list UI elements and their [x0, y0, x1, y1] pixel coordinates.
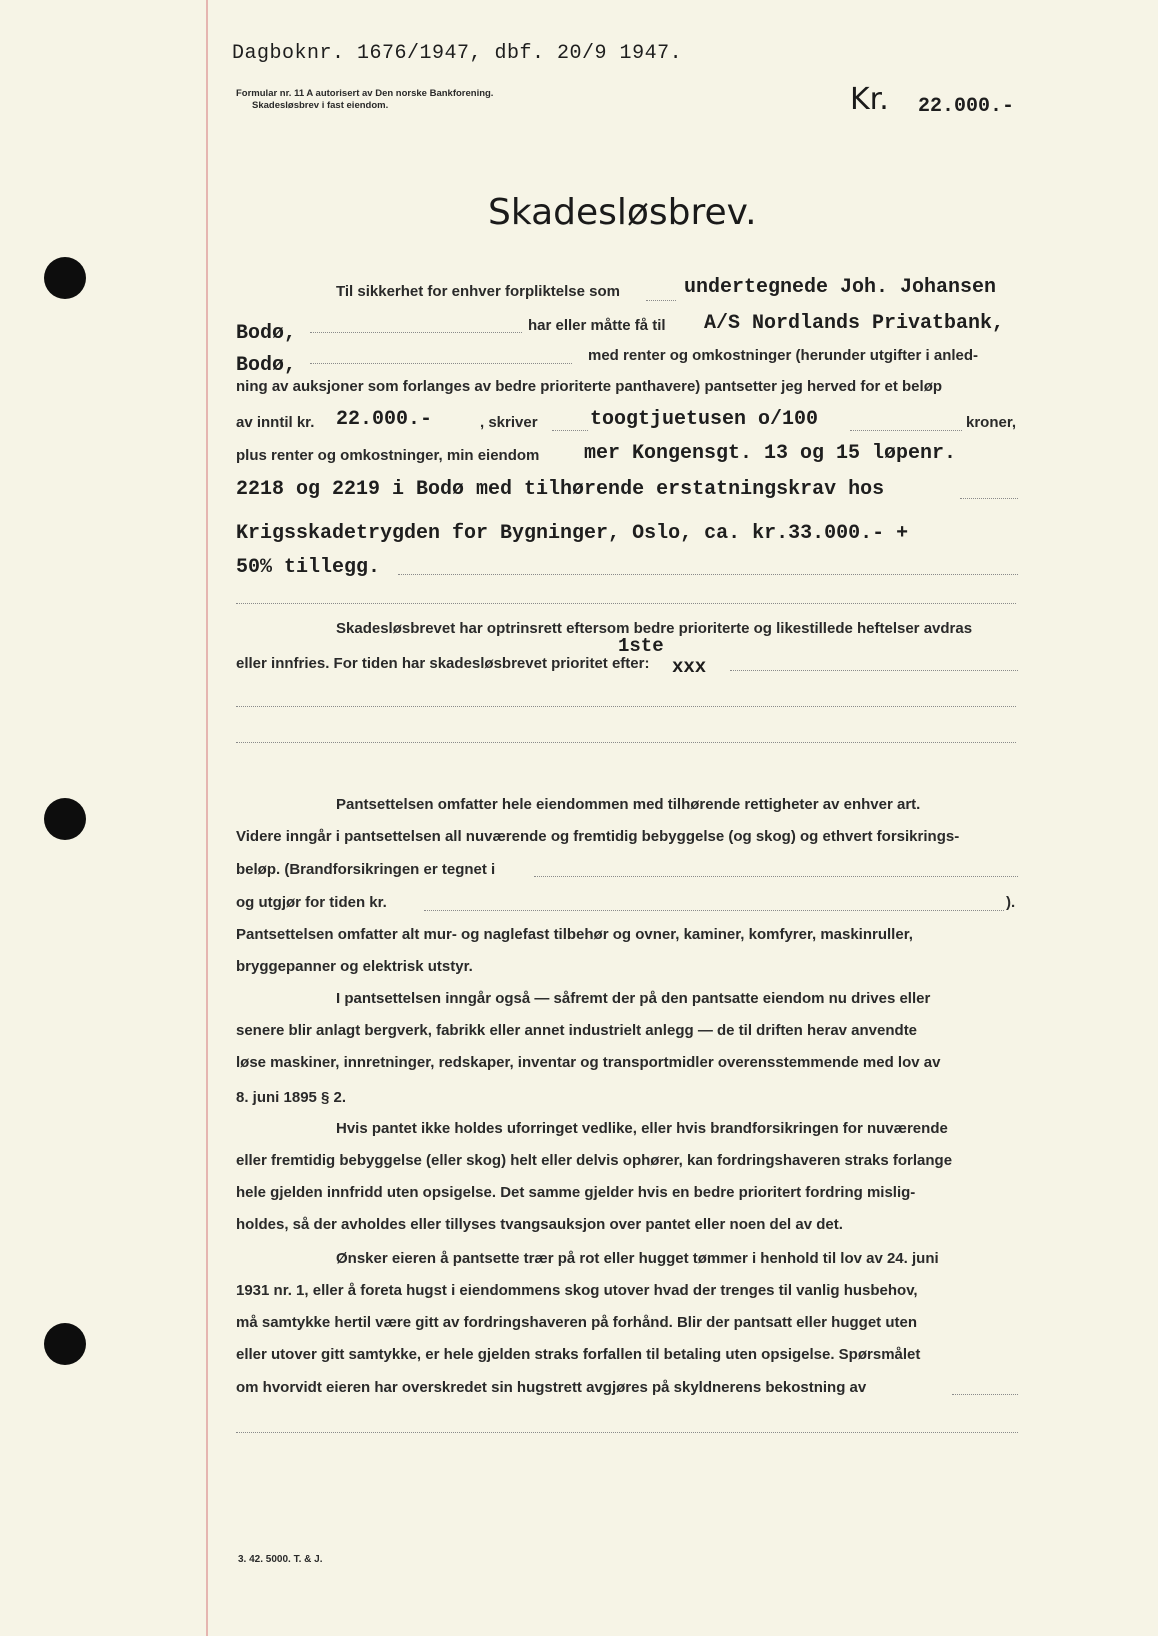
s3-p3-line3: hele gjelden innfridd uten opsigelse. Det samme gjelder hvis en bedre prioritert fordring mislig- — [236, 1184, 916, 1201]
s1-line2-print: har eller måtte få til — [528, 317, 666, 334]
amount-label: Kr. — [850, 82, 889, 117]
s1-line2-typed-b: A/S Nordlands Privatbank, — [704, 312, 1005, 335]
s3-p4-line2: 1931 nr. 1, eller å foreta hugst i eiendommens skog utover hvad der trenges til vanlig husbehov, — [236, 1282, 918, 1299]
s1-line1-print: Til sikkerhet for enhver forpliktelse som — [336, 283, 620, 300]
fill-line — [552, 430, 588, 431]
s1-line6-print: plus renter og omkostninger, min eiendom — [236, 447, 540, 464]
s1-line3-typed: Bodø, — [236, 354, 297, 377]
fill-line — [424, 910, 1004, 911]
form-line-1: Formular nr. 11 A autorisert av Den norske Bankforening. — [236, 88, 494, 99]
s1-line7-typed: 2218 og 2219 i Bodø med tilhørende erstatningskrav hos — [236, 478, 885, 501]
s1-line5-print-b: , skriver — [480, 414, 538, 431]
document-title: Skadesløsbrev. — [488, 192, 757, 233]
s3-p3-line2: eller fremtidig bebyggelse (eller skog) helt eller delvis ophører, kan fordringshaveren straks forlange — [236, 1152, 953, 1169]
s3-p4-line4: eller utover gitt samtykke, er hele gjelden straks forfallen til betaling uten opsigelse. Spørsmålet — [236, 1346, 921, 1363]
fill-line — [960, 498, 1018, 499]
s3-p1-line5: Pantsettelsen omfatter alt mur- og naglefast tilbehør og ovner, kaminer, komfyrer, maskinruller, — [236, 926, 913, 943]
s1-line8-typed: Krigsskadetrygden for Bygninger, Oslo, ca. kr.33.000.- + — [236, 522, 909, 545]
s3-p4-line3: må samtykke hertil være gitt av fordringshaveren på forhånd. Blir der pantsatt eller hugget uten — [236, 1314, 917, 1331]
s3-p2-line4: 8. juni 1895 § 2. — [236, 1089, 347, 1106]
s3-p1-line2: Videre inngår i pantsettelsen all nuværende og fremtidig bebyggelse (og skog) og ethvert forsikrings- — [236, 828, 960, 845]
punch-hole — [44, 257, 86, 299]
s3-p2-line2: senere blir anlagt bergverk, fabrikk eller annet industrielt anlegg — de til driften herav anvendte — [236, 1022, 918, 1039]
s2-xxx-typed: xxx — [672, 656, 707, 678]
s3-p1-line4-end: ). — [1006, 894, 1016, 911]
s3-p4-line5: om hvorvidt eieren har overskredet sin hugstrett avgjøres på skyldnerens bekostning av — [236, 1379, 867, 1396]
journal-note: Dagboknr. 1676/1947, dbf. 20/9 1947. — [232, 42, 683, 65]
fill-line — [398, 574, 1018, 575]
s3-p1-line1: Pantsettelsen omfatter hele eiendommen med tilhørende rettigheter av enhver art. — [336, 796, 921, 813]
s1-line9-typed: 50% tillegg. — [236, 556, 381, 579]
print-code: 3. 42. 5000. T. & J. — [238, 1554, 323, 1565]
fill-line — [730, 670, 1018, 671]
s1-line4-print: ning av auksjoner som forlanges av bedre prioriterte panthavere) pantsetter jeg herved for et beløp — [236, 378, 943, 395]
s3-p4-line1: Ønsker eieren å pantsette trær på rot eller hugget tømmer i henhold til lov av 24. juni — [336, 1250, 939, 1267]
fill-line — [236, 603, 1016, 604]
fill-line — [646, 300, 676, 301]
fill-line — [236, 1432, 1018, 1433]
s1-line5-typed-b: toogtjuetusen o/100 — [590, 408, 819, 431]
form-line-2: Skadesløsbrev i fast eiendom. — [252, 100, 389, 111]
s1-line6-typed: mer Kongensgt. 13 og 15 løpenr. — [584, 442, 957, 465]
s2-line2-print: eller innfries. For tiden har skadesløsbrevet prioritet efter: — [236, 655, 650, 672]
fill-line — [310, 363, 572, 364]
s1-line2-typed-a: Bodø, — [236, 322, 297, 345]
fill-line — [236, 706, 1016, 707]
fill-line — [310, 332, 522, 333]
s1-line3-print: med renter og omkostninger (herunder utgifter i anled- — [588, 347, 979, 364]
s3-p2-line3: løse maskiner, innretninger, redskaper, inventar og transportmidler overensstemmende med lov av — [236, 1054, 941, 1071]
fill-line — [534, 876, 1018, 877]
s1-line5-print-a: av inntil kr. — [236, 414, 315, 431]
s1-line5-print-c: kroner, — [966, 414, 1017, 431]
s1-line1-typed: undertegnede Joh. Johansen — [684, 276, 997, 299]
fill-line — [850, 430, 962, 431]
s3-p3-line4: holdes, så der avholdes eller tillyses tvangsauksjon over pantet eller noen del av det. — [236, 1216, 843, 1233]
amount-value: 22.000.- — [918, 95, 1015, 118]
s2-line1-print: Skadesløsbrevet har optrinsrett eftersom bedre prioriterte og likestillede heftelser avdras — [336, 620, 973, 637]
s3-p2-line1: I pantsettelsen inngår også — såfremt der på den pantsatte eiendom nu drives eller — [336, 990, 931, 1007]
fill-line — [952, 1394, 1018, 1395]
punch-hole — [44, 1323, 86, 1365]
fill-line — [236, 742, 1016, 743]
margin-rule — [206, 0, 208, 1636]
s3-p1-line4: og utgjør for tiden kr. — [236, 894, 387, 911]
s1-line5-typed-a: 22.000.- — [336, 408, 433, 431]
s3-p1-line3: beløp. (Brandforsikringen er tegnet i — [236, 861, 496, 878]
punch-hole — [44, 798, 86, 840]
s3-p1-line6: bryggepanner og elektrisk utstyr. — [236, 958, 473, 975]
s2-insert-typed: 1ste — [618, 635, 664, 657]
s3-p3-line1: Hvis pantet ikke holdes uforringet vedlike, eller hvis brandforsikringen for nuværende — [336, 1120, 948, 1137]
